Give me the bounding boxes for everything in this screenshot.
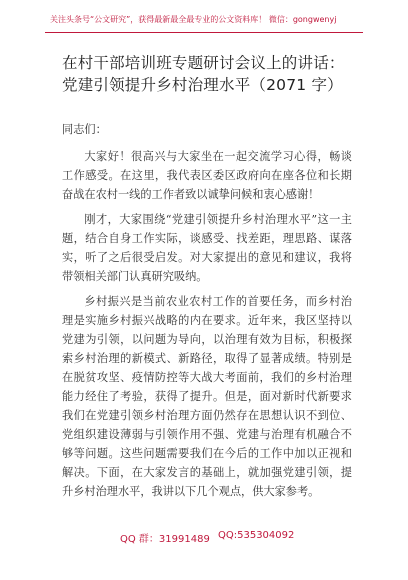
paragraph: 乡村振兴是当前农业农村工作的首要任务，而乡村治理是实施乡村振兴战略的内在要求。近年来，我区坚持以党建为引领，以问题为导向，以治理有效为目标，积极探索乡村治理的新模式、新路径，取得了显著成绩。特别是在脱贫攻坚、疫情防控等大战大考面前，我们的乡村治理能力经住了考验，获得了提升。但是，面对新时代新要求我们在党建引领乡村治理方面仍然存在思想认识不到位、党组织建设薄弱与引领作用不强、党建与治理有机融合不够等问题。这些问题需要我们在今后的工作中加以正视和解决。下面，在大家发言的基础上，就加强党建引领，提升乡村治理水平，我讲以下几个观点，供大家参考。 — [62, 295, 352, 498]
title-line-1: 在村干部培训班专题研讨会议上的讲话： — [62, 54, 345, 72]
top-banner — [0, 4, 408, 40]
qq-contact-number: QQ:535304092 — [218, 530, 295, 541]
document-title — [62, 52, 362, 96]
paragraph: 大家好！很高兴与大家坐在一起交流学习心得，畅谈工作感受。在这里，我代表区委区政府向在座各位和长期奋战在农村一线的工作者致以诚挚问候和衷心感谢！ — [62, 150, 352, 201]
banner-divider — [45, 32, 363, 33]
title-line-2: 党建引领提升乡村治理水平（2071 字） — [62, 76, 343, 94]
paragraph: 刚才，大家围绕“党建引领提升乡村治理水平”这一主题，结合自身工作实际，谈感受、找差距，理思路、谋落实，听了之后很受启发。对大家提出的意见和建议，我将带领相关部门认真研究吸纳。 — [62, 213, 352, 283]
promo-banner-text: 关注头条号“公文研究”，获得最新最全最专业的公文资料库！ 微信：gongwenyj — [50, 15, 337, 24]
qq-group-number: QQ 群：31991489 — [120, 534, 210, 545]
salutation: 同志们： — [62, 123, 107, 136]
footer — [0, 530, 408, 546]
document-body — [62, 120, 352, 507]
